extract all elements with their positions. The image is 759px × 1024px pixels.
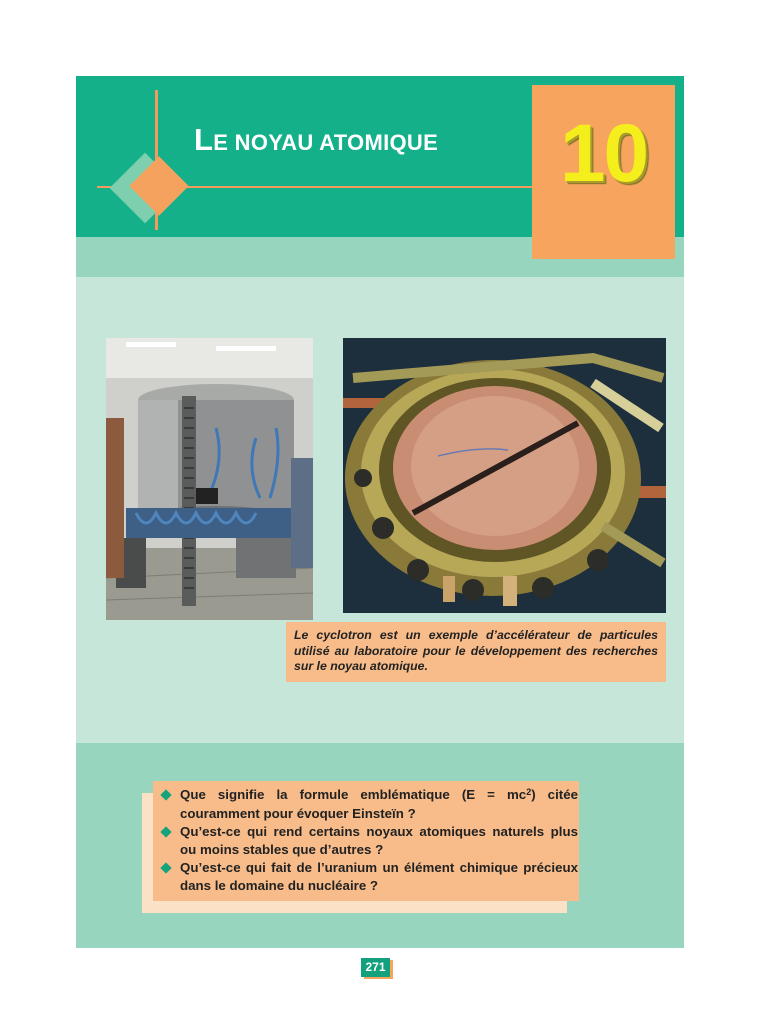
- figure-caption-box: [286, 622, 666, 682]
- formula-superscript: 2: [526, 787, 532, 797]
- questions-list: [161, 786, 578, 895]
- chapter-title: [194, 122, 438, 158]
- chapter-number: 10: [559, 108, 648, 199]
- chapter-title-initial: L: [194, 122, 214, 157]
- question-item-2: [161, 823, 578, 859]
- diamond-bullet-icon: [160, 826, 171, 837]
- diamond-bullet-icon: [160, 789, 171, 800]
- figure-caption: Le cyclotron est un exemple d’accélérateur de particules utilisé au laboratoire pour le développement des recherches sur le noyau atomique.: [294, 628, 658, 673]
- cyclotron-facility-photo: [106, 338, 313, 620]
- question-2-text: Qu’est-ce qui rend certains noyaux atomiques naturels plus ou moins stables que d’autres ?: [180, 824, 578, 857]
- cyclotron-top-photo: [343, 338, 666, 613]
- question-3-text: Qu’est-ce qui fait de l’uranium un élément chimique précieux dans le domaine du nucléaire ?: [180, 860, 578, 893]
- diamond-bullet-icon: [160, 862, 171, 873]
- page-number: 271: [361, 958, 390, 977]
- questions-box: [153, 781, 579, 901]
- question-1-text: Que signifie la formule emblématique (E = mc: [180, 787, 527, 802]
- question-item-1: [161, 786, 578, 823]
- question-1-text-end: ) citée couramment pour évoquer Einsteïn ?: [180, 787, 578, 821]
- chapter-title-rest: E NOYAU ATOMIQUE: [213, 130, 439, 155]
- chapter-number-box: [532, 85, 675, 259]
- question-item-3: [161, 859, 578, 895]
